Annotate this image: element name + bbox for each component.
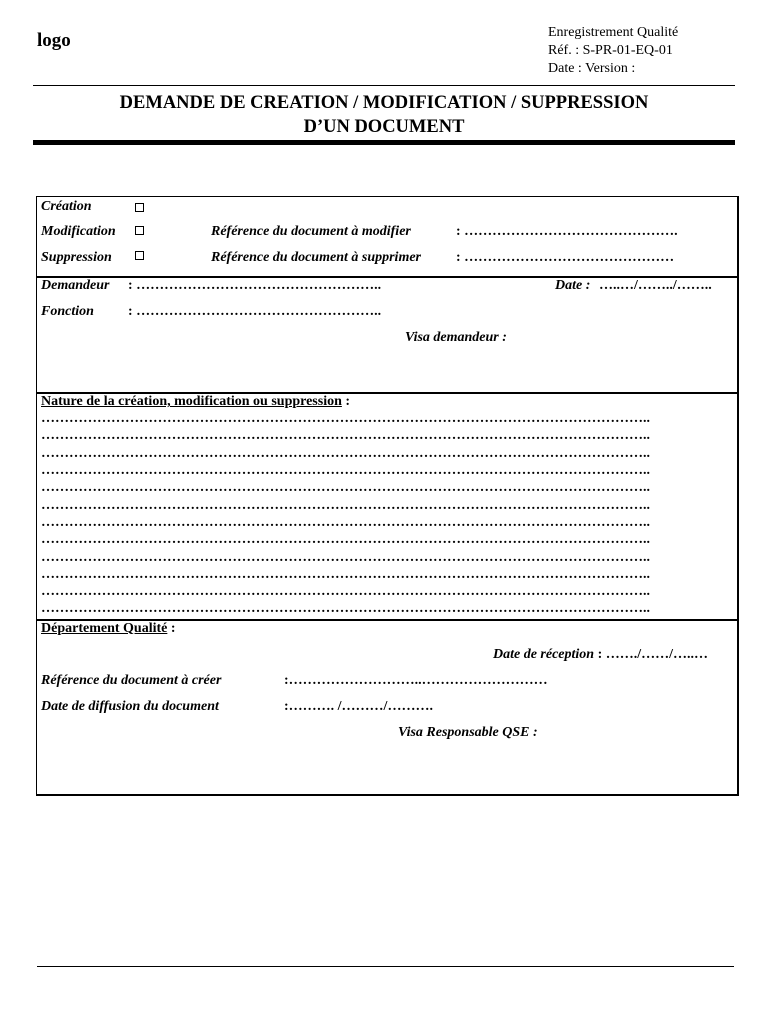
quality-heading bbox=[41, 621, 176, 637]
diffusion-field[interactable]: :………. /………/………. bbox=[284, 699, 433, 714]
creation-label: Création bbox=[41, 199, 92, 214]
nature-line[interactable]: ………………………………………………………………………………………………………………….. bbox=[41, 515, 650, 530]
nature-line[interactable]: ………………………………………………………………………………………………………………….. bbox=[41, 498, 650, 513]
creation-checkbox[interactable] bbox=[135, 203, 144, 212]
suppression-checkbox[interactable] bbox=[135, 251, 144, 260]
demandeur-label: Demandeur bbox=[41, 278, 110, 293]
reception-row bbox=[493, 647, 708, 663]
footer-divider bbox=[37, 966, 734, 967]
ref-creer-label: Référence du document à créer bbox=[41, 673, 222, 688]
doc-type: Enregistrement Qualité bbox=[548, 25, 679, 40]
nature-line[interactable]: ………………………………………………………………………………………………………………….. bbox=[41, 567, 650, 582]
ref-creer-field[interactable]: :………………………..……………………… bbox=[284, 673, 548, 688]
suppression-label: Suppression bbox=[41, 250, 112, 265]
date-label: Date : bbox=[555, 278, 591, 293]
nature-line[interactable]: ………………………………………………………………………………………………………………….. bbox=[41, 601, 650, 616]
doc-date-version: Date : Version : bbox=[548, 61, 636, 76]
nature-line[interactable]: ………………………………………………………………………………………………………………….. bbox=[41, 532, 650, 547]
fonction-field[interactable]: : …………………………………………….. bbox=[128, 304, 382, 319]
modification-checkbox[interactable] bbox=[135, 226, 144, 235]
demandeur-field[interactable]: : …………………………………………….. bbox=[128, 278, 382, 293]
ref-supprimer-label: Référence du document à supprimer bbox=[211, 250, 421, 265]
nature-line[interactable]: ………………………………………………………………………………………………………………….. bbox=[41, 480, 650, 495]
nature-line[interactable]: ………………………………………………………………………………………………………………….. bbox=[41, 550, 650, 565]
diffusion-label: Date de diffusion du document bbox=[41, 699, 219, 714]
nature-colon: : bbox=[341, 394, 351, 409]
date-field[interactable]: …..…/……../…….. bbox=[599, 278, 712, 293]
page-title-line2: D’UN DOCUMENT bbox=[303, 117, 465, 137]
nature-line[interactable]: ………………………………………………………………………………………………………………….. bbox=[41, 446, 650, 461]
doc-ref: Réf. : S-PR-01-EQ-01 bbox=[548, 43, 673, 58]
reception-field[interactable]: : ……./……/…..… bbox=[594, 647, 709, 662]
header-divider bbox=[33, 85, 735, 86]
nature-line[interactable]: ………………………………………………………………………………………………………………….. bbox=[41, 411, 650, 426]
quality-colon: : bbox=[167, 621, 176, 636]
nature-line[interactable]: ………………………………………………………………………………………………………………….. bbox=[41, 463, 650, 478]
modification-label: Modification bbox=[41, 224, 116, 239]
title-thick-divider bbox=[33, 140, 735, 145]
nature-heading bbox=[41, 394, 350, 410]
nature-label: Nature de la création, modification ou suppression bbox=[41, 394, 342, 409]
ref-supprimer-field[interactable]: : ……………………………………… bbox=[456, 250, 675, 265]
visa-qse-label: Visa Responsable QSE : bbox=[398, 725, 538, 740]
reception-label: Date de réception bbox=[493, 647, 595, 662]
nature-line[interactable]: ………………………………………………………………………………………………………………….. bbox=[41, 428, 650, 443]
quality-dept-label: Département Qualité bbox=[41, 621, 168, 636]
nature-line[interactable]: ………………………………………………………………………………………………………………….. bbox=[41, 584, 650, 599]
ref-modifier-label: Référence du document à modifier bbox=[211, 224, 411, 239]
visa-demandeur-label: Visa demandeur : bbox=[405, 330, 507, 345]
ref-modifier-field[interactable]: : ………………………………………. bbox=[456, 224, 678, 239]
page-title-line1: DEMANDE DE CREATION / MODIFICATION / SUPPRESSION bbox=[119, 93, 649, 113]
logo-placeholder: logo bbox=[37, 30, 71, 51]
fonction-label: Fonction bbox=[41, 304, 94, 319]
